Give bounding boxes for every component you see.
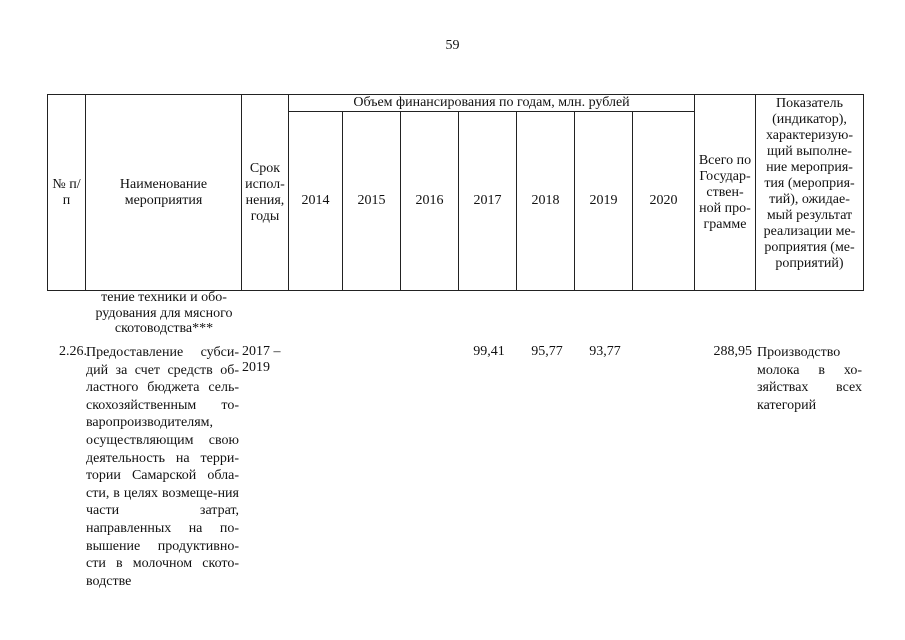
value-total: 288,95 [713, 344, 752, 359]
row-name: Предоставление субси-дий за счет средств об-ластного бюджета сель-скохозяйственным то-варопроизводителям, осуществляющим свою деятельность на терри-тории Самарской обла-сти, в целях возмеще-ния части затрат, направленных на по-вышение продуктивно-сти в молочном ското-водстве [86, 345, 239, 589]
program-table-header [47, 94, 864, 291]
header-number: № п/п [48, 95, 86, 291]
header-total: Всего по Государ-ствен-ной про-грамме [695, 95, 756, 291]
header-year-2015: 2015 [343, 112, 401, 291]
header-funding-group: Объем финансирования по годам, млн. рублей [289, 95, 695, 112]
row-period: 2017 – 2019 [242, 344, 281, 375]
header-year-2019: 2019 [575, 112, 633, 291]
row-number: 2.26. [59, 344, 87, 359]
continuation-text: тение техники и обо-рудования для мясного скотоводства*** [95, 290, 233, 336]
header-year-2016: 2016 [401, 112, 459, 291]
header-year-2018: 2018 [517, 112, 575, 291]
header-period: Срок испол-нения, годы [242, 95, 289, 291]
header-year-2017: 2017 [459, 112, 517, 291]
header-name: Наименование мероприятия [86, 95, 242, 291]
header-year-2020: 2020 [633, 112, 695, 291]
page-number: 59 [445, 38, 460, 53]
value-2017: 99,41 [473, 344, 505, 359]
value-2019: 93,77 [589, 344, 621, 359]
row-indicator: Производство молока в хо-зяйствах всех категорий [757, 345, 862, 413]
header-year-2014: 2014 [289, 112, 343, 291]
value-2018: 95,77 [531, 344, 563, 359]
header-indicator: Показатель (индикатор), характеризую-щий выполне-ние мероприя-тия (мероприя-тий), ожидае-мый результат реализации ме-роприятия (ме-роприятий) [756, 95, 864, 291]
